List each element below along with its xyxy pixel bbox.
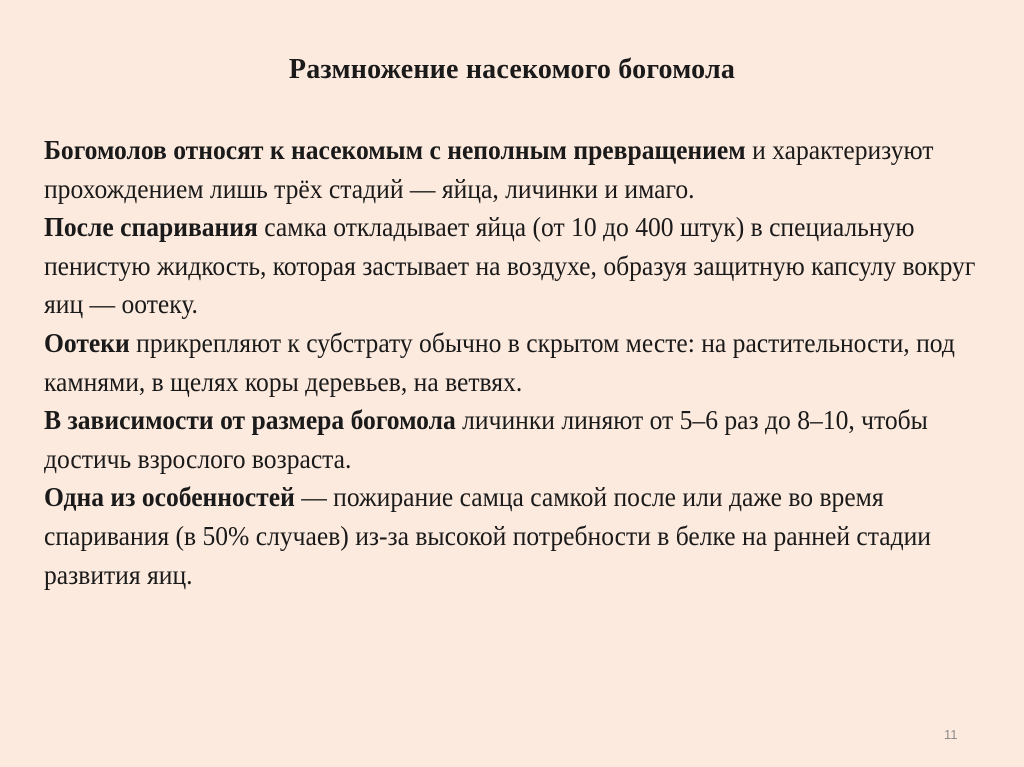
paragraph-lead: Богомолов относят к насекомым с неполным превращением <box>44 134 746 165</box>
paragraph-egg-laying <box>44 208 983 324</box>
paragraph-molting <box>44 401 983 478</box>
paragraph-lead: После спаривания <box>44 211 258 243</box>
paragraph-text: прикрепляют к субстрату обычно в скрытом месте: на растительности, под камнями, в щелях коры деревьев, на ветвях. <box>44 326 955 397</box>
slide-body <box>44 131 983 594</box>
paragraph-text: личинки линяют от 5–6 раз до 8–10, чтобы достичь взрослого возраста. <box>44 404 928 474</box>
paragraph-text: самка откладывает яйца (от 10 до 400 штук) в специальную пенистую жидкость, которая застывает на воздухе, образуя защитную капсулу вокруг яиц — оотеку. <box>44 211 976 320</box>
page-number: 11 <box>944 727 958 742</box>
paragraph-lead: Оотеки <box>44 326 130 358</box>
paragraph-lead: В зависимости от размера богомола <box>44 404 456 436</box>
paragraph-cannibalism <box>44 478 983 594</box>
paragraph-metamorphosis <box>44 131 983 208</box>
slide-title: Размножение насекомого богомола <box>288 54 736 85</box>
paragraph-ootheca <box>44 324 983 401</box>
paragraph-text: — пожирание самца самкой после или даже во время спаривания (в 50% случаев) из-за высокой потребности в белке на ранней стадии развития яиц. <box>44 481 931 590</box>
paragraph-lead: Одна из особенностей <box>44 481 295 513</box>
paragraph-text: и характеризуют прохождением лишь трёх стадий — яйца, личинки и имаго. <box>44 134 934 204</box>
